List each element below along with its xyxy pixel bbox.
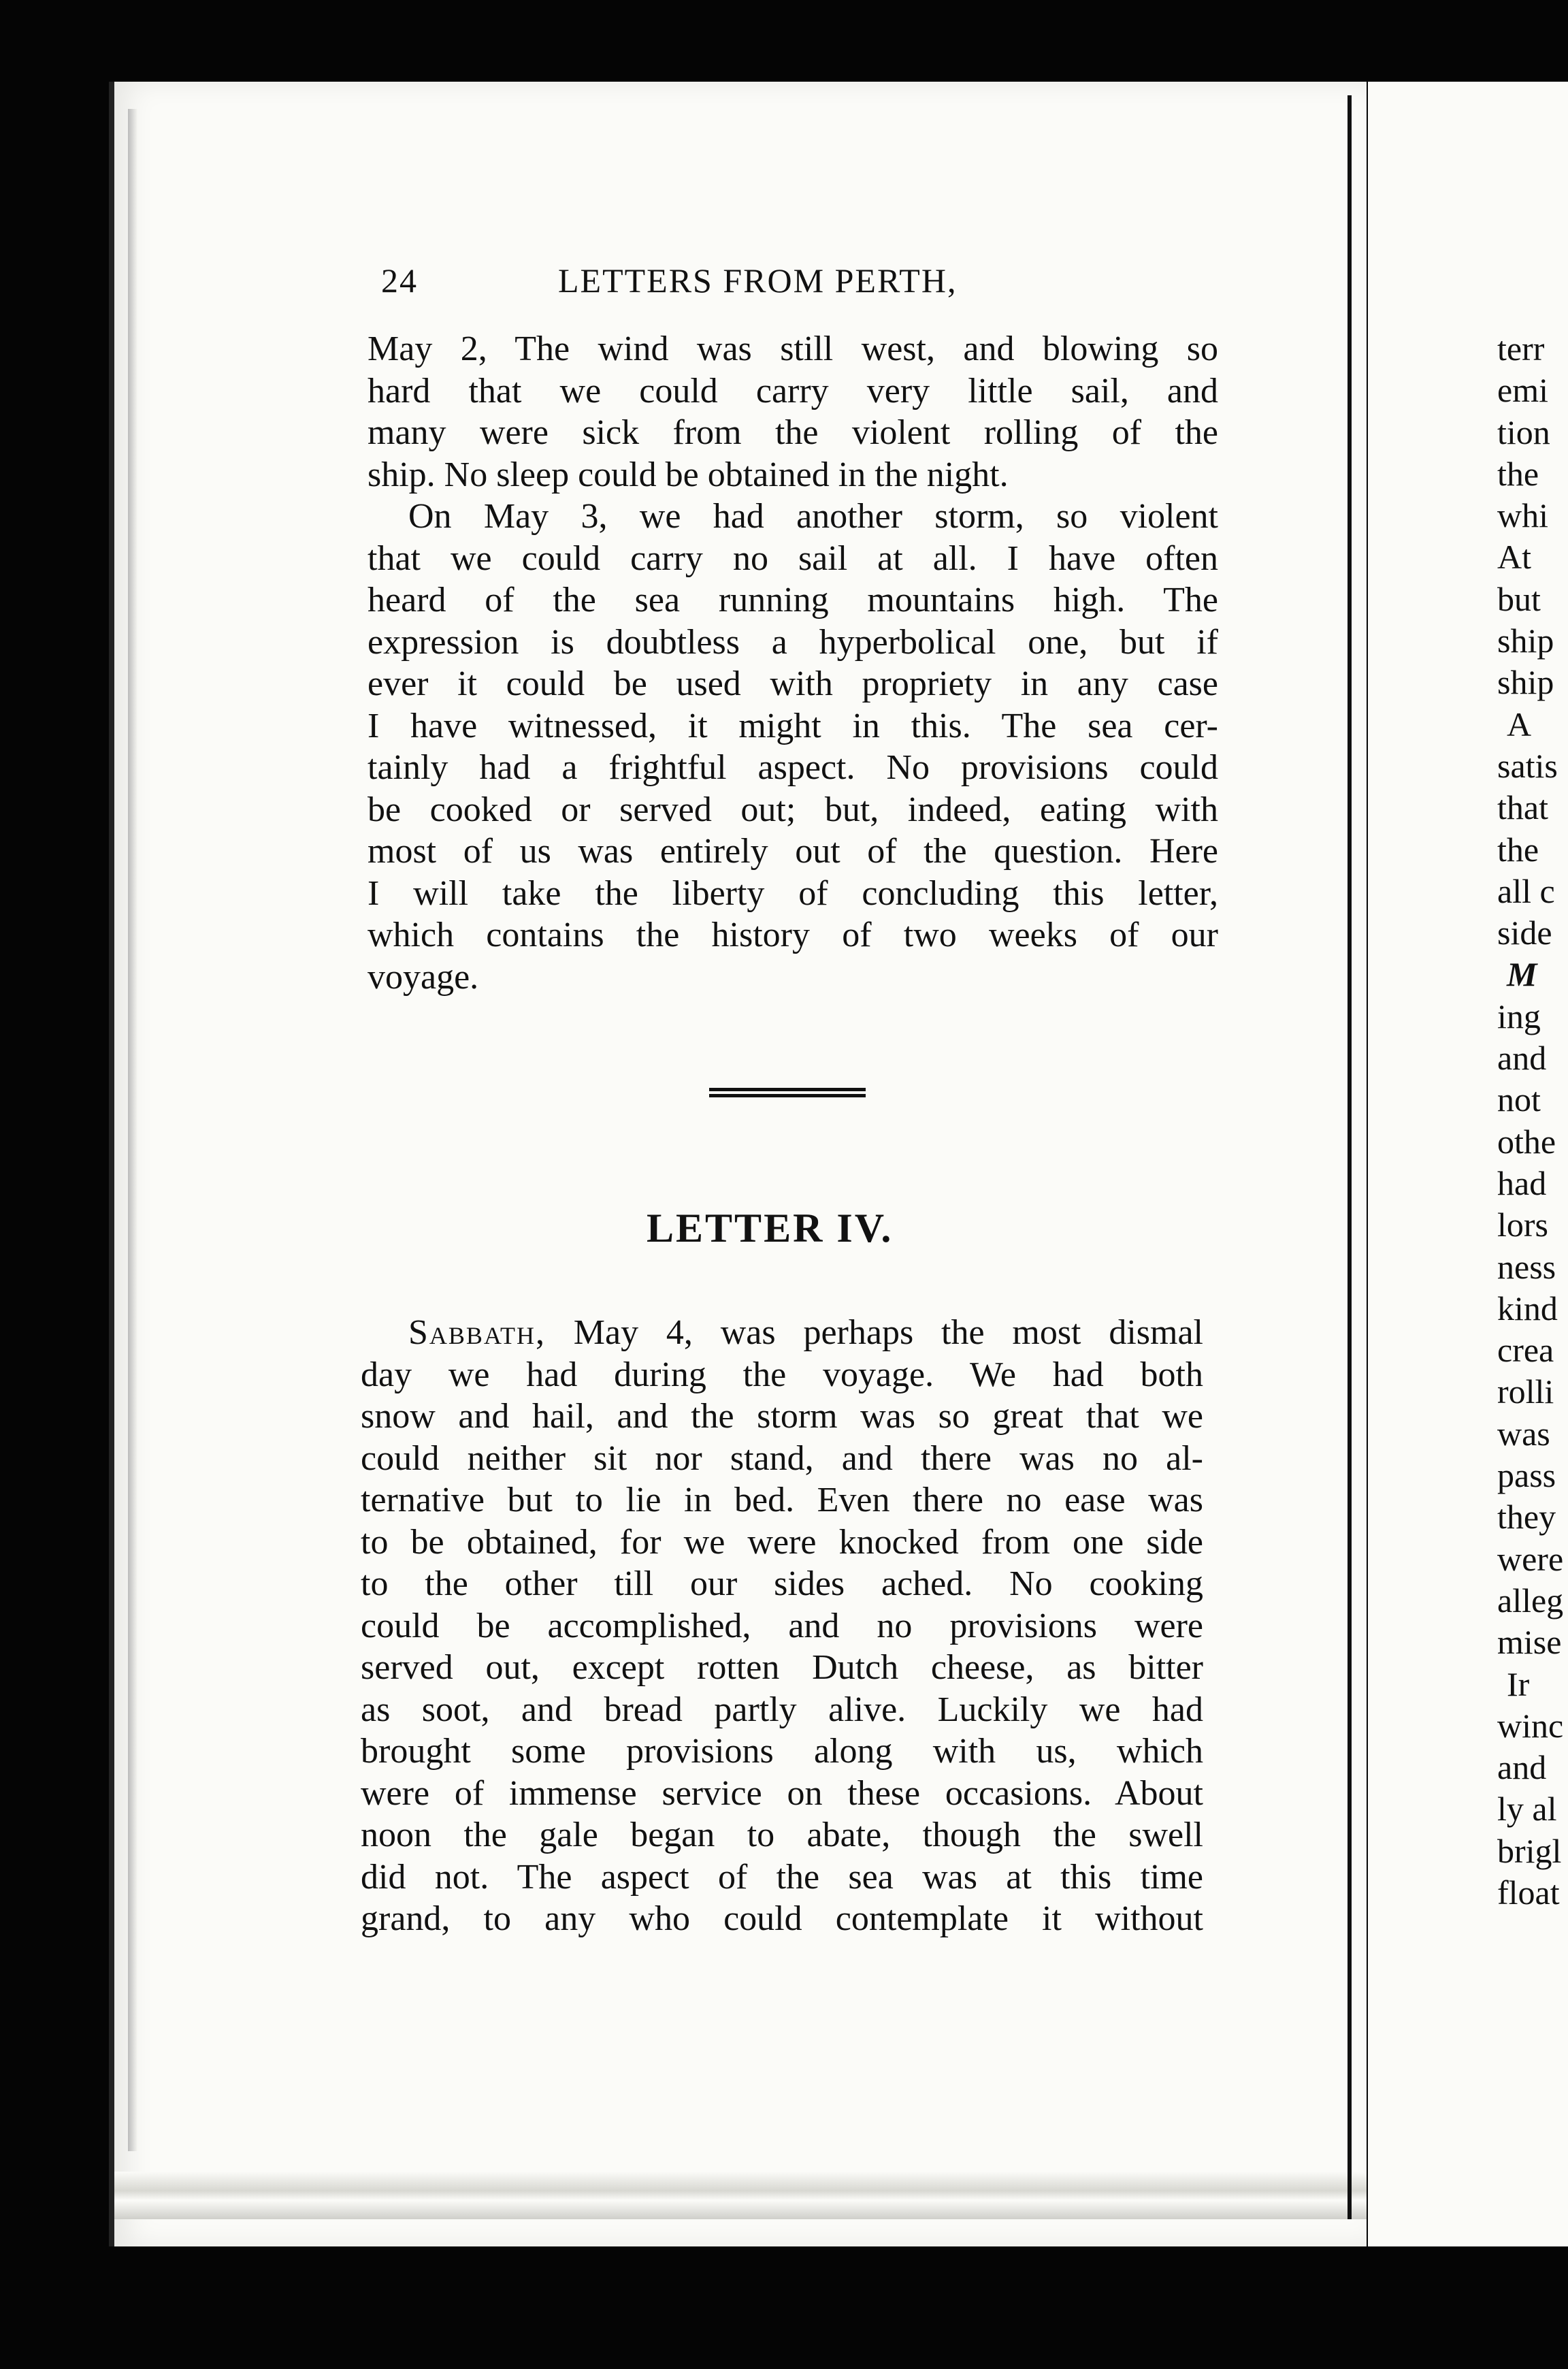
fragment: tion	[1497, 413, 1550, 451]
text-line: as soot, and bread partly alive. Luckily we had	[361, 1690, 1203, 1729]
fragment: they	[1497, 1498, 1556, 1536]
letter-heading: LETTER IV.	[647, 1206, 894, 1251]
fragment: ship	[1497, 663, 1554, 702]
fragment: whi	[1497, 496, 1548, 535]
fragment: but	[1497, 579, 1541, 618]
fragment: othe	[1497, 1122, 1556, 1161]
text-line: I have witnessed, it might in this. The sea cer-	[368, 706, 1218, 745]
running-title: LETTERS FROM PERTH,	[558, 261, 958, 300]
fragment: not	[1497, 1080, 1541, 1119]
fragment: At	[1497, 538, 1531, 577]
fragment: all c	[1497, 871, 1555, 910]
fragment: were	[1497, 1539, 1564, 1578]
drop-word: Sabbath,	[408, 1313, 546, 1352]
fragment: terr	[1497, 329, 1545, 368]
fragment: lors	[1497, 1206, 1548, 1244]
fragment: emi	[1497, 371, 1548, 410]
text-line: voyage.	[368, 957, 479, 997]
first-line-rest: May 4, was perhaps the most dismal	[545, 1313, 1203, 1352]
text-line: that we could carry no sail at all. I have often	[368, 538, 1218, 578]
fragment: side	[1497, 914, 1552, 952]
fragment: the	[1497, 830, 1539, 869]
letter-3-ending	[368, 328, 1218, 998]
fragment: satis	[1497, 746, 1558, 785]
section-divider	[709, 1088, 866, 1097]
text-line: heard of the sea running mountains high. The	[368, 581, 1218, 619]
fragment: and	[1497, 1039, 1547, 1078]
text-line: many were sick from the violent rolling of the	[368, 413, 1218, 452]
fragment: ness	[1497, 1247, 1556, 1286]
text-line: which contains the history of two weeks of our	[368, 916, 1218, 954]
fragment: M	[1507, 955, 1537, 994]
book-gutter	[1348, 95, 1352, 2219]
fragment: mise	[1497, 1623, 1562, 1662]
fragment: Ir	[1507, 1664, 1530, 1703]
text-line: ever it could be used with propriety in any case	[368, 664, 1218, 703]
fragment: had	[1497, 1163, 1547, 1202]
text-line: tainly had a frightful aspect. No provisions could	[368, 748, 1218, 787]
text-line: On May 3, we had another storm, so violent	[408, 497, 1218, 536]
text-line: were of immense service on these occasions. About	[361, 1773, 1203, 1813]
text-line: served out, except rotten Dutch cheese, as bitter	[361, 1648, 1203, 1687]
text-line: be cooked or served out; but, indeed, eating with	[368, 790, 1218, 829]
fragment: ing	[1497, 997, 1541, 1035]
fragment: the	[1497, 454, 1539, 493]
text-line: to the other till our sides ached. No cooking	[361, 1564, 1203, 1603]
text-line: grand, to any who could contemplate it without	[361, 1899, 1203, 1938]
text-line	[361, 1312, 1203, 1354]
fragment: alleg	[1497, 1581, 1564, 1619]
fragment: brigl	[1497, 1831, 1562, 1870]
text-line: expression is doubtless a hyperbolical one, but if	[368, 622, 1218, 662]
fragment: crea	[1497, 1331, 1554, 1370]
fragment: float	[1497, 1873, 1560, 1912]
letter-4-body	[361, 1312, 1203, 1940]
text-line: May 2, The wind was still west, and blowing so	[368, 329, 1218, 368]
text-line: noon the gale began to abate, though the swell	[361, 1816, 1203, 1854]
fragment: that	[1497, 788, 1548, 827]
fragment: winc	[1497, 1706, 1564, 1745]
fragment: kind	[1497, 1289, 1558, 1327]
fragment: ly al	[1497, 1790, 1557, 1828]
text-line: to be obtained, for we were knocked from one side	[361, 1522, 1203, 1562]
text-line: did not. The aspect of the sea was at this time	[361, 1857, 1203, 1897]
fragment: was	[1497, 1414, 1550, 1453]
fragment: ship	[1497, 622, 1554, 660]
fragment: and	[1497, 1748, 1547, 1787]
text-line: most of us was entirely out of the question. Here	[368, 832, 1218, 871]
text-line: could be accomplished, and no provisions were	[361, 1606, 1203, 1645]
fragment: rolli	[1497, 1372, 1554, 1411]
text-line: I will take the liberty of concluding this letter,	[368, 873, 1218, 913]
text-line: ship. No sleep could be obtained in the night.	[368, 455, 1009, 494]
page-number: 24	[381, 261, 418, 300]
text-line: brought some provisions along with us, which	[361, 1732, 1203, 1771]
text-line: ternative but to lie in bed. Even there no ease was	[361, 1481, 1203, 1519]
text-line: day we had during the voyage. We had both	[361, 1355, 1203, 1394]
text-line: hard that we could carry very little sail, and	[368, 371, 1218, 410]
text-line: snow and hail, and the storm was so great that we	[361, 1397, 1203, 1436]
text-line: could neither sit nor stand, and there was no al-	[361, 1438, 1203, 1478]
right-page-text-fragments	[1497, 328, 1568, 1914]
fragment: pass	[1497, 1456, 1556, 1495]
fragment: A	[1507, 705, 1532, 743]
